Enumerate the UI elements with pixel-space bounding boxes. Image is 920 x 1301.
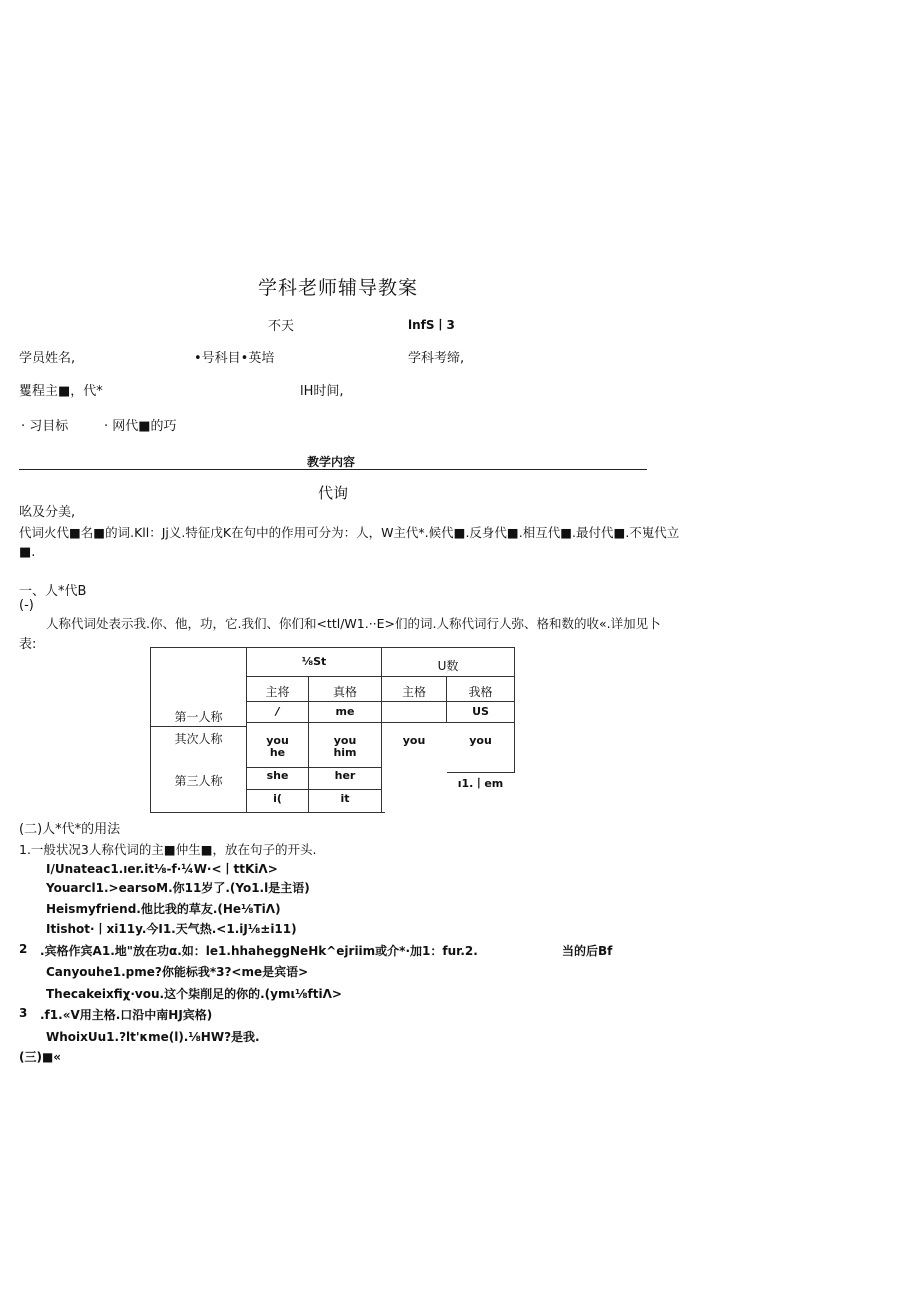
table-col-header: 主格 (401, 685, 426, 699)
table-row-label: 第一人称 (174, 710, 223, 724)
part1-para-2: 表: (19, 637, 37, 652)
part3-title: (三)■« (19, 1050, 62, 1064)
table-col-header: 我格 (468, 685, 493, 699)
section-title: 教学内容 (307, 455, 356, 469)
table-cell: she (266, 769, 289, 782)
table-col-header: 真格 (332, 685, 357, 699)
intro-line-1: 代词火代■名■的词.Kll：Jj义.特征戊K在句中的作用可分为：人，W主代*.候代■.反身代■.相互代■.最付代■.不嵬代立 (19, 525, 680, 540)
student-name-label: 学员姓名, (19, 351, 76, 366)
usage-example: Youarcl1.>earsoM.你11岁了.(Yo1.l是主语) (46, 881, 310, 895)
table-row-label: 其次人称 (174, 732, 223, 746)
header-mid-text: 不天 (268, 319, 295, 334)
usage-item-1: 1.一般状况3人称代词的主■仲生■，放在句子的开头. (19, 842, 317, 857)
table-group-singular: ⅛St (301, 655, 327, 668)
topic-label: 矍程主■，代* (19, 384, 103, 399)
goal-label: · 习目标 (21, 419, 69, 434)
table-cell: he (269, 746, 286, 759)
table-cell: you (402, 734, 426, 747)
table-cell: you (469, 734, 492, 747)
table-group-plural: U数 (437, 659, 459, 673)
subject-label: •号科目•英培 (194, 351, 275, 366)
usage-item-2-right: 当的后Bf (562, 944, 613, 958)
table-cell: you (333, 734, 357, 747)
usage-example: Itishot·丨xi11y.今I1.天气热.<1.iJ⅛±i11) (46, 922, 297, 936)
goal-value: · 网代■的巧 (104, 419, 177, 434)
intro-line-2: ■. (19, 545, 36, 560)
table-col-header: 主将 (265, 685, 290, 699)
teacher-label: 学科考缔, (408, 351, 465, 366)
page-title: 学科老师辅导教案 (258, 277, 419, 299)
part1-para-1: 人称代词处表示我.你、他，功，它.我们、你们和<ttl/W1.··E>们的词.人称代词行人弥、格和数的收«.详加见卜 (46, 616, 661, 631)
table-cell: her (334, 769, 356, 782)
table-cell: US (472, 705, 489, 718)
table-cell: ı1.丨em (457, 777, 504, 790)
usage-title: (二)人*代*的用法 (19, 822, 121, 837)
table-cell: / (275, 705, 280, 718)
usage-example: Canyouhe1.pme?你能标我*3?<me是宾语> (46, 965, 309, 979)
header-right-text: lnfS丨3 (408, 318, 455, 332)
time-label: lH时间, (300, 384, 344, 399)
table-row-label: 第三人称 (174, 774, 223, 788)
table-cell: i( (273, 792, 282, 805)
usage-example: WhoixUu1.?lt'κme(l).⅛HW?是我. (46, 1030, 260, 1044)
usage-item-3-number: 3 (19, 1006, 28, 1020)
table-cell: him (333, 746, 357, 759)
usage-example: Heismyfriend.他比我的草友.(He⅛TiΛ) (46, 902, 281, 916)
sub-title: 代询 (318, 484, 349, 502)
usage-example: I/Unateac1.ıer.it⅛-f·¼W·<丨ttKiΛ> (46, 862, 278, 876)
usage-example: Thecakeixfiχ·vou.这个柒削足的你的.(ymι⅛ftiΛ> (46, 987, 342, 1001)
part1-sub: (-) (19, 598, 34, 613)
divider (19, 469, 647, 470)
table-cell: me (335, 705, 355, 718)
table-cell: it (340, 792, 350, 805)
part1-title: 一、人*代B (19, 584, 87, 599)
intro-heading: 吆及分美, (19, 505, 76, 520)
usage-item-2: .宾格作宾A1.地"放在功α.如：le1.hhaheggNeHk^ejriim或介*·加1：fur.2. (40, 944, 478, 958)
table-cell: you (266, 734, 289, 747)
usage-item-2-number: 2 (19, 942, 28, 956)
usage-item-3: .f1.«V用主格.口沿中南HJ宾格) (40, 1008, 213, 1022)
